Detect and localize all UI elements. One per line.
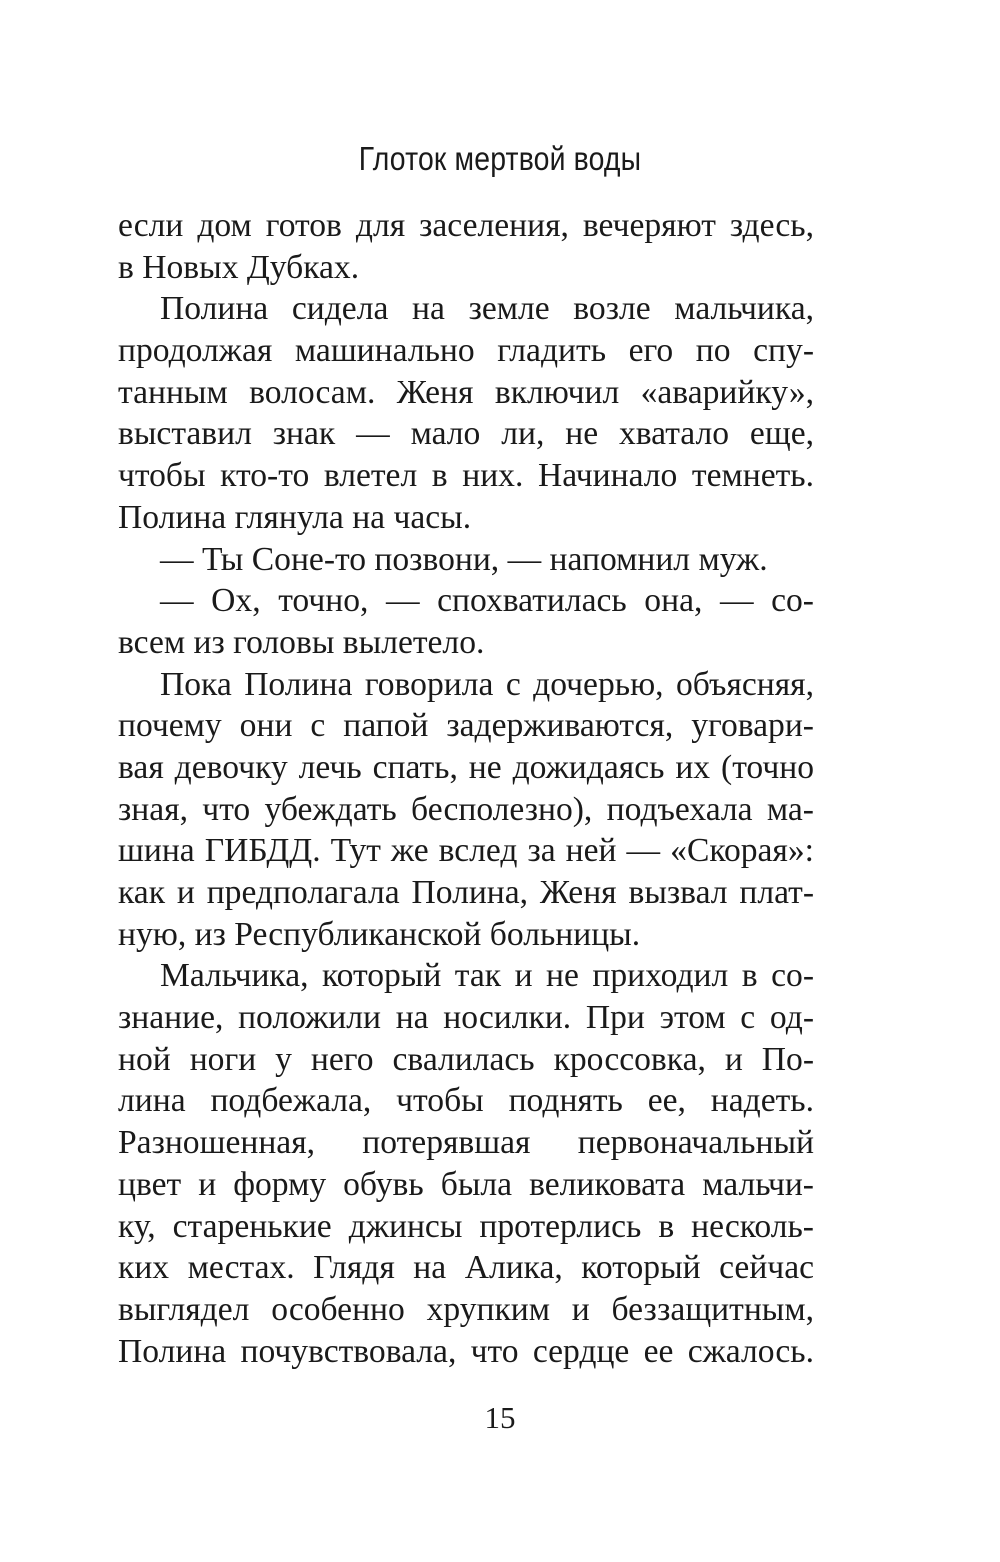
text-line: выставил знак — мало ли, не хватало еще, [118, 415, 814, 453]
text-line: танным волосам. Женя включил «аварийку», [118, 373, 814, 411]
paragraph [118, 288, 814, 538]
paragraph [118, 205, 814, 288]
text-line: ких местах. Глядя на Алика, который сейчас [118, 1249, 814, 1287]
text-line: Полина сидела на земле возле мальчика, [160, 290, 814, 328]
text-line: чтобы кто-то влетел в них. Начинало темнеть. [118, 457, 814, 495]
text-line: выглядел особенно хрупким и беззащитным, [118, 1290, 814, 1328]
paragraph [118, 580, 814, 663]
running-header: Глоток мертвой воды [358, 140, 642, 177]
text-line: почему они с папой задерживаются, уговари- [118, 707, 814, 745]
paragraph [118, 539, 814, 581]
text-line: как и предполагала Полина, Женя вызвал плат- [118, 874, 814, 911]
text-line: Полина глянула на часы. [118, 498, 472, 536]
paragraph [118, 664, 814, 956]
text-line: вая девочку лечь спать, не дожидаясь их (точно [118, 748, 814, 786]
text-line: всем из головы вылетело. [118, 623, 485, 661]
text-line: — Ох, точно, — спохватилась она, — со- [160, 582, 814, 620]
text-line: цвет и форму обувь была великовата мальчи- [118, 1165, 814, 1203]
text-line: Полина почувствовала, что сердце ее сжалось. [118, 1332, 814, 1370]
book-text [118, 205, 814, 1372]
text-line: если дом готов для заселения, вечеряют здесь, [118, 207, 814, 244]
text-line: ную, из Республиканской больницы. [118, 915, 641, 953]
text-line: Мальчика, который так и не приходил в со- [160, 957, 814, 995]
text-line: лина подбежала, чтобы поднять ее, надеть. [118, 1082, 814, 1120]
page-number: 15 [484, 1400, 516, 1435]
text-line: ку, старенькие джинсы протерлись в несколь- [118, 1207, 814, 1245]
text-line: — Ты Соне-то позвони, — напомнил муж. [160, 540, 768, 578]
text-line: Пока Полина говорила с дочерью, объясняя, [160, 665, 814, 703]
text-line: продолжая машинально гладить его по спу- [118, 332, 814, 370]
text-line: знание, положили на носилки. При этом с од- [118, 999, 814, 1037]
paragraph [118, 955, 814, 1372]
text-line: ной ноги у него свалилась кроссовка, и По- [118, 1040, 814, 1078]
text-line: Разношенная, потерявшая первоначальный [118, 1124, 814, 1162]
text-line: шина ГИБДД. Тут же вслед за ней — «Скорая»: [118, 832, 814, 870]
text-line: в Новых Дубках. [118, 248, 360, 286]
text-line: зная, что убеждать бесполезно), подъехала ма- [118, 790, 814, 828]
